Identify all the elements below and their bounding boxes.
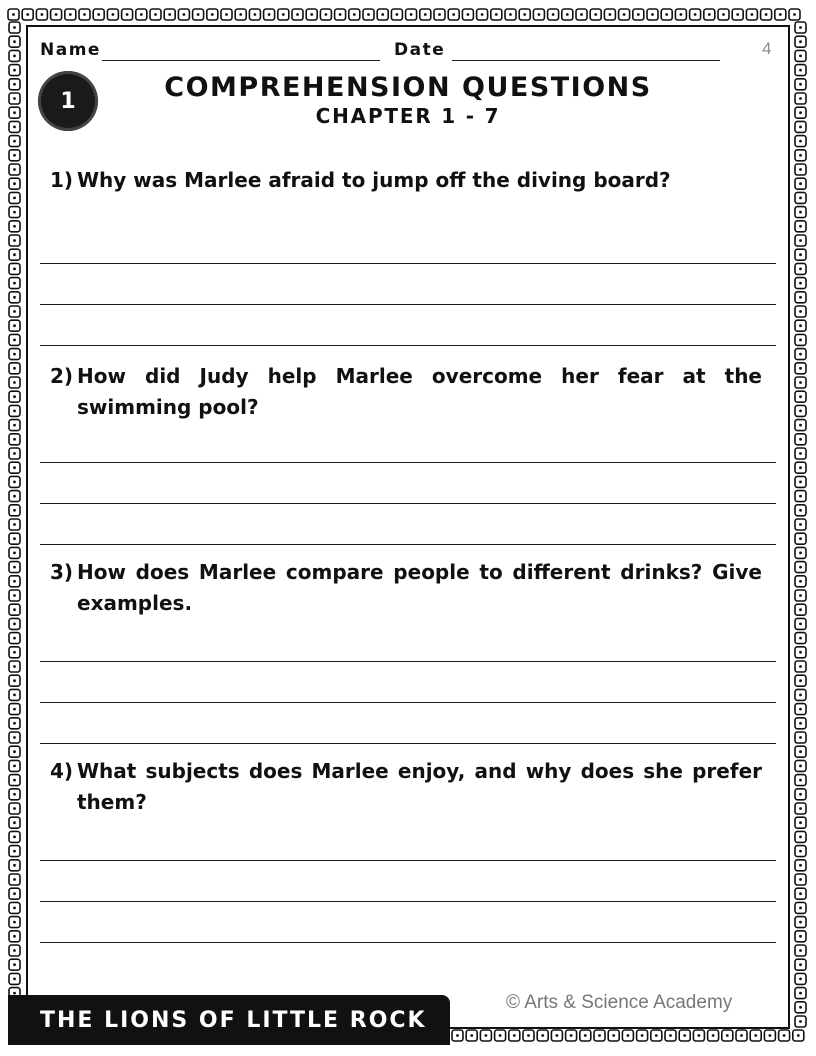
border-right-pattern [795, 22, 806, 1027]
chapter-badge: 1 [38, 71, 98, 131]
answer-line[interactable] [40, 263, 776, 264]
question-3 [50, 557, 762, 619]
border-top-pattern [8, 9, 800, 20]
date-field[interactable] [452, 60, 720, 61]
page-title: COMPREHENSION QUESTIONS [164, 72, 652, 103]
answer-line[interactable] [40, 345, 776, 346]
question-2 [50, 361, 762, 423]
name-label: Name [40, 40, 101, 60]
page-number: 4 [762, 39, 772, 58]
name-field[interactable] [102, 60, 380, 61]
question-number: 2) [50, 364, 74, 388]
question-text: How does Marlee compare people to different drinks? Give examples. [77, 560, 762, 615]
book-title: THE LIONS OF LITTLE ROCK [40, 1007, 427, 1033]
page-subtitle: CHAPTER 1 - 7 [315, 104, 501, 128]
book-title-banner [8, 995, 450, 1045]
question-4 [50, 756, 762, 818]
answer-line[interactable] [40, 942, 776, 943]
answer-line[interactable] [40, 901, 776, 902]
question-number: 4) [50, 759, 74, 783]
border-left-pattern [9, 22, 20, 1027]
question-text: What subjects does Marlee enjoy, and why does she prefer them? [77, 759, 762, 814]
answer-line[interactable] [40, 743, 776, 744]
answer-line[interactable] [40, 860, 776, 861]
question-number: 3) [50, 560, 74, 584]
answer-line[interactable] [40, 462, 776, 463]
answer-line[interactable] [40, 304, 776, 305]
answer-line[interactable] [40, 544, 776, 545]
answer-line[interactable] [40, 661, 776, 662]
question-1 [50, 165, 762, 196]
question-text: Why was Marlee afraid to jump off the diving board? [77, 168, 671, 192]
date-label: Date [394, 40, 446, 60]
question-number: 1) [50, 168, 74, 192]
copyright-text: © Arts & Science Academy [506, 992, 733, 1013]
answer-line[interactable] [40, 503, 776, 504]
answer-line[interactable] [40, 702, 776, 703]
question-text: How did Judy help Marlee overcome her fear at the swimming pool? [77, 364, 762, 419]
border-bottom-pattern [452, 1030, 804, 1041]
